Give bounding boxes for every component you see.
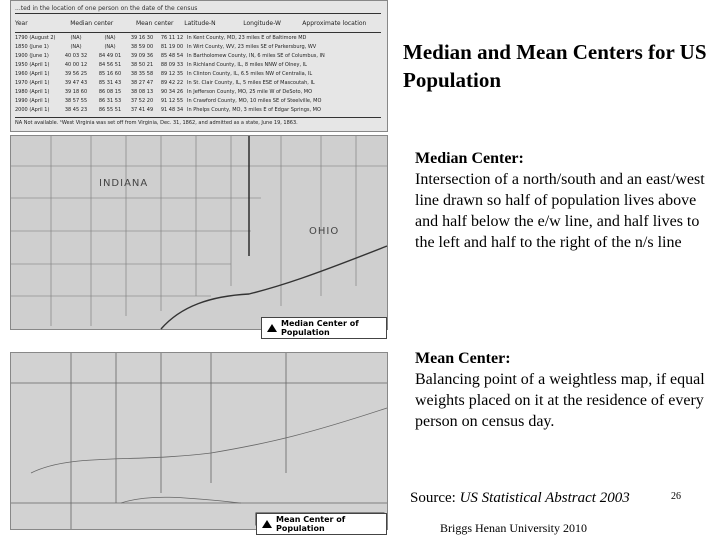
state-label: INDIANA <box>99 178 149 189</box>
mean-map-legend <box>256 513 387 535</box>
table-cell-lon2: 89 42 22 <box>160 79 184 86</box>
table-cell-lat1: 40 03 32 <box>64 52 88 59</box>
triangle-marker-icon <box>267 324 277 332</box>
col-year: Year <box>15 19 28 27</box>
census-table-scan <box>10 0 388 132</box>
slide-title: Median and Mean Centers for US Population <box>403 40 707 92</box>
table-cell-lat1: 39 47 43 <box>64 79 88 86</box>
table-row <box>15 78 381 87</box>
table-cell-lat2: 39 09 36 <box>130 52 154 59</box>
table-row <box>15 51 381 60</box>
table-cell-lon2: 91 12 55 <box>160 97 184 104</box>
state-label: OHIO <box>309 226 340 237</box>
table-cell-year: 2000 (April 1) <box>15 106 50 113</box>
table-row <box>15 60 381 69</box>
mean-map-lines <box>11 353 387 529</box>
col-lat: Latitude-N <box>184 19 216 27</box>
table-cell-lon1: (NA) <box>104 34 116 41</box>
median-legend-label: Median Center of Population <box>281 319 359 337</box>
table-cell-lat1: 38 57 55 <box>64 97 88 104</box>
table-cell-lon2: 90 34 26 <box>160 88 184 95</box>
table-cell-loc: In Jefferson County, MO, 25 mile W of DeSoto, MO <box>187 88 313 95</box>
table-cell-lat2: 39 16 30 <box>130 34 154 41</box>
table-row <box>15 96 381 105</box>
table-cell-lon2: 88 09 33 <box>160 61 184 68</box>
table-cell-lat1: 38 45 23 <box>64 106 88 113</box>
table-cell-loc: In Crawford County, MO, 10 miles SE of Steelville, MO <box>187 97 322 104</box>
table-cell-lon2: 91 48 34 <box>160 106 184 113</box>
table-cell-year: 1960 (April 1) <box>15 70 50 77</box>
table-cell-year: 1990 (April 1) <box>15 97 50 104</box>
mean-legend-label: Mean Center of Population <box>276 515 346 533</box>
table-cell-lat2: 38 08 13 <box>130 88 154 95</box>
source-text: US Statistical Abstract 2003 <box>459 490 630 506</box>
table-cell-lat1: (NA) <box>70 43 82 50</box>
median-center-definition <box>415 148 720 253</box>
table-cell-lon1: 86 55 51 <box>98 106 122 113</box>
table-cell-lon1: 86 31 53 <box>98 97 122 104</box>
median-heading: Median Center: <box>415 150 524 167</box>
mean-body: Balancing point of a weightless map, if equal weights placed on it at the residence of every person on census day. <box>415 371 705 430</box>
table-cell-lon1: 86 08 15 <box>98 88 122 95</box>
table-cell-loc: In Kent County, MD, 23 miles E of Baltimore MD <box>187 34 307 41</box>
table-cell-lat2: 37 52 20 <box>130 97 154 104</box>
mean-center-map <box>10 352 388 533</box>
median-center-map <box>10 135 388 337</box>
median-body: Intersection of a north/south and an east/west line drawn so half of population lives above and half below the e/w line, and half lives to the left and half to the right of the n/s line <box>415 171 705 251</box>
col-lon: Longitude-W <box>243 19 281 27</box>
table-cell-lon2: 81 19 00 <box>160 43 184 50</box>
table-cell-year: 1900 (June 1) <box>15 52 49 59</box>
table-body <box>15 33 381 114</box>
table-cell-year: 1850 (June 1) <box>15 43 49 50</box>
table-cell-lon1: 85 16 60 <box>98 70 122 77</box>
table-cell-lon1: 85 31 43 <box>98 79 122 86</box>
table-caption: ...ted in the location of one person on the date of the census <box>15 5 198 12</box>
table-footnote: NA Not available. ¹West Virginia was set off from Virginia, Dec. 31, 1862, and admitted as a state, June 19, 1863. <box>15 117 381 126</box>
table-row <box>15 69 381 78</box>
median-map-legend <box>261 317 387 339</box>
table-row <box>15 33 381 42</box>
table-cell-lat1: (NA) <box>70 34 82 41</box>
table-cell-year: 1970 (April 1) <box>15 79 50 86</box>
table-cell-lon1: 84 56 51 <box>98 61 122 68</box>
table-cell-lat1: 39 56 25 <box>64 70 88 77</box>
table-cell-lon2: 85 48 54 <box>160 52 184 59</box>
source-citation <box>410 490 630 507</box>
table-cell-loc: In Phelps County, MO, 3 miles E of Edgar Springs, MO <box>187 106 321 113</box>
table-cell-lat2: 38 50 21 <box>130 61 154 68</box>
table-cell-loc: In Wirt County, WV, 23 miles SE of Parkersburg, WV <box>187 43 317 50</box>
table-row <box>15 105 381 114</box>
table-cell-lon1: 84 49 01 <box>98 52 122 59</box>
triangle-marker-icon <box>262 520 272 528</box>
table-cell-lat2: 38 59 00 <box>130 43 154 50</box>
population-center-table <box>15 5 381 126</box>
mean-center-definition <box>415 348 720 432</box>
col-mean-center: Mean center <box>135 19 174 27</box>
table-cell-lat2: 38 27 47 <box>130 79 154 86</box>
table-cell-lat2: 37 41 49 <box>130 106 154 113</box>
footer-credit: Briggs Henan University 2010 <box>440 521 587 535</box>
table-cell-lat2: 38 35 58 <box>130 70 154 77</box>
mean-heading: Mean Center: <box>415 350 511 367</box>
table-cell-lon2: 76 11 12 <box>160 34 184 41</box>
col-median-center: Median center <box>70 19 114 27</box>
slide-number: 26 <box>671 491 681 502</box>
table-cell-loc: In Richland County, IL, 8 miles NNW of Olney, IL <box>187 61 307 68</box>
source-label: Source: <box>410 490 456 506</box>
table-cell-lon1: (NA) <box>104 43 116 50</box>
table-cell-year: 1980 (April 1) <box>15 88 50 95</box>
table-cell-lon2: 89 12 35 <box>160 70 184 77</box>
table-cell-lat1: 40 00 12 <box>64 61 88 68</box>
table-row <box>15 42 381 51</box>
table-cell-loc: In Bartholomew County, IN, 6 miles SE of Columbus, IN <box>187 52 325 59</box>
table-cell-year: 1790 (August 2) <box>15 34 56 41</box>
table-cell-loc: In Clinton County, IL, 6.5 miles NW of Centralia, IL <box>187 70 313 77</box>
col-approx-location: Approximate location <box>302 19 367 27</box>
table-row <box>15 87 381 96</box>
table-cell-year: 1950 (April 1) <box>15 61 50 68</box>
table-cell-lat1: 39 18 60 <box>64 88 88 95</box>
table-header <box>15 13 381 33</box>
table-cell-loc: In St. Clair County, IL, 5 miles ESE of Mascoutah, IL <box>187 79 315 86</box>
